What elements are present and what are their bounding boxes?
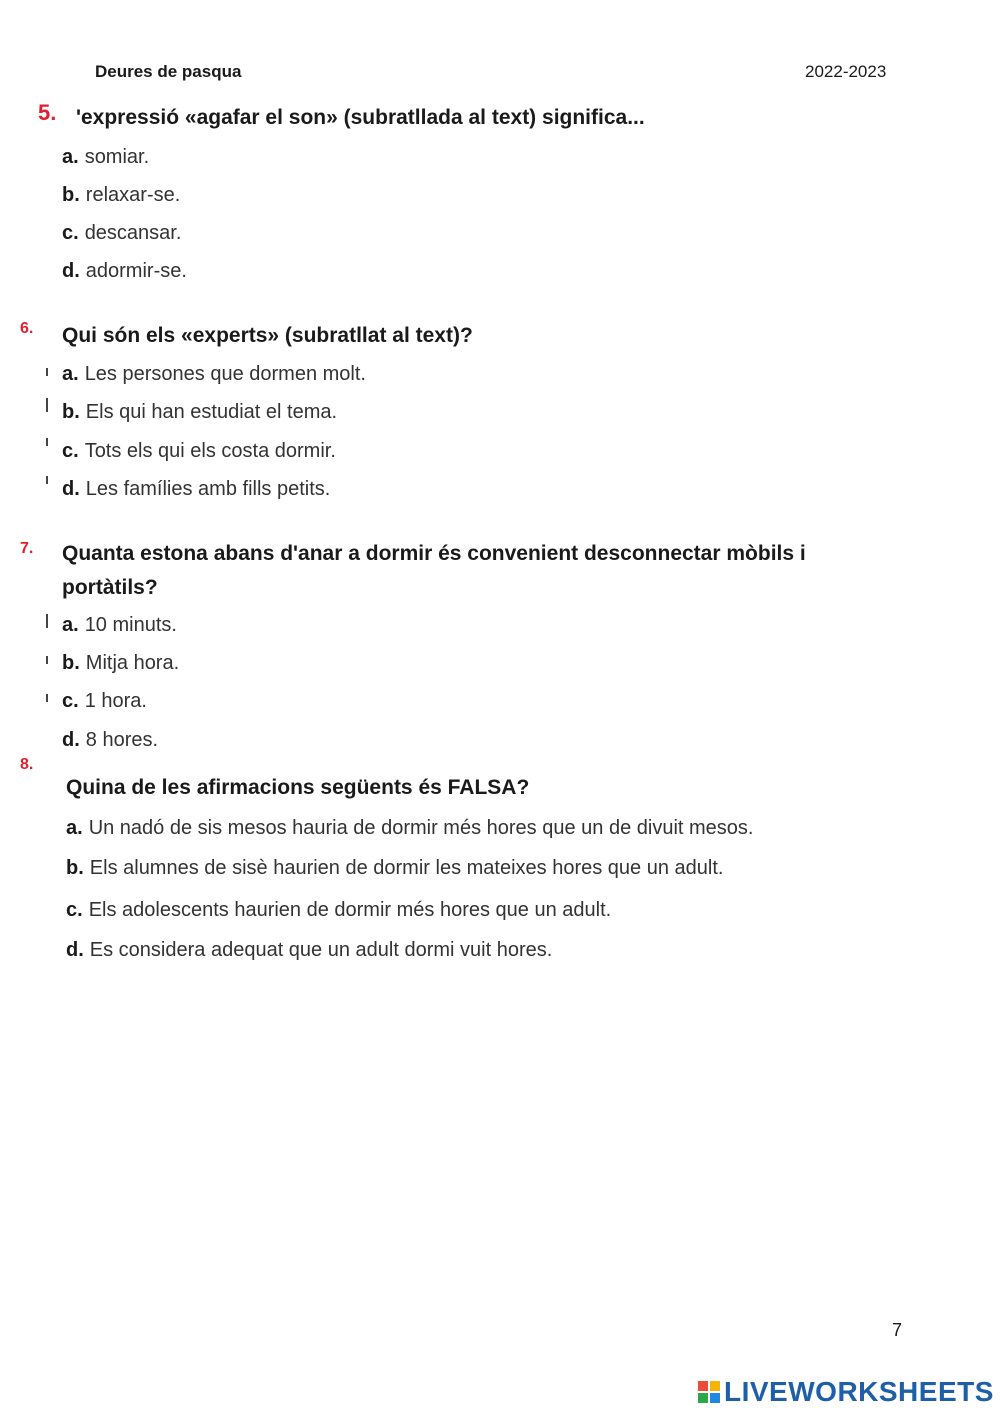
- option-text: Les persones que dormen molt.: [84, 363, 366, 385]
- option[interactable]: [62, 729, 158, 752]
- option-text: 1 hora.: [84, 690, 147, 712]
- option-text: Mitja hora.: [85, 652, 180, 674]
- option-text: 10 minuts.: [84, 614, 177, 636]
- divider: [46, 694, 48, 702]
- option-text: Les famílies amb fills petits.: [85, 478, 331, 500]
- question-text: 'expressió «agafar el son» (subratllada al text) significa...: [76, 106, 645, 129]
- option-text: Els alumnes de sisè haurien de dormir les mateixes hores que un adult.: [89, 857, 724, 879]
- option[interactable]: [62, 652, 179, 675]
- header-year: 2022-2023: [805, 62, 887, 81]
- option-text: relaxar-se.: [85, 184, 181, 206]
- option[interactable]: [62, 222, 181, 245]
- option[interactable]: [62, 440, 336, 463]
- option[interactable]: [66, 899, 611, 922]
- option[interactable]: [62, 614, 177, 637]
- question-number: 6.: [20, 320, 34, 337]
- option-letter: c.: [66, 899, 83, 921]
- option[interactable]: [62, 363, 366, 386]
- header-title: Deures de pasqua: [95, 62, 242, 81]
- option-text: Els qui han estudiat el tema.: [85, 401, 338, 423]
- option-text: adormir-se.: [85, 260, 187, 282]
- option-letter: c.: [62, 690, 79, 712]
- question-text: Quina de les afirmacions següents és FALSA?: [66, 776, 530, 799]
- option[interactable]: [62, 478, 330, 501]
- option-text: somiar.: [84, 146, 150, 168]
- divider: [46, 438, 48, 446]
- option-letter: a.: [62, 146, 79, 168]
- option[interactable]: [66, 939, 552, 962]
- divider: [46, 656, 48, 664]
- option-letter: d.: [62, 729, 80, 751]
- option-text: Es considera adequat que un adult dormi vuit hores.: [89, 939, 553, 961]
- question-text: Qui són els «experts» (subratllat al text)?: [62, 324, 473, 347]
- divider: [46, 368, 48, 376]
- option[interactable]: [66, 857, 723, 880]
- option[interactable]: [62, 401, 337, 424]
- liveworksheets-brand[interactable]: [698, 1376, 994, 1408]
- option[interactable]: [62, 184, 180, 207]
- option-letter: b.: [66, 857, 84, 879]
- question-text-line1: Quanta estona abans d'anar a dormir és convenient desconnectar mòbils i: [62, 542, 806, 565]
- question-text-line2: portàtils?: [62, 576, 158, 599]
- option-letter: b.: [62, 652, 80, 674]
- option[interactable]: [66, 817, 753, 840]
- option-letter: a.: [66, 817, 83, 839]
- option-letter: b.: [62, 401, 80, 423]
- divider: [46, 398, 48, 412]
- question-number: 5.: [38, 100, 57, 125]
- question-number: 7.: [20, 540, 34, 557]
- option-letter: a.: [62, 614, 79, 636]
- option-text: Un nadó de sis mesos hauria de dormir més hores que un de divuit mesos.: [88, 817, 754, 839]
- option-letter: c.: [62, 222, 79, 244]
- option-text: Tots els qui els costa dormir.: [84, 440, 336, 462]
- option-letter: d.: [66, 939, 84, 961]
- option-text: 8 hores.: [85, 729, 159, 751]
- option-letter: d.: [62, 260, 80, 282]
- divider: [46, 476, 48, 484]
- question-number: 8.: [20, 756, 34, 773]
- option[interactable]: [62, 146, 149, 169]
- option[interactable]: [62, 690, 147, 713]
- option[interactable]: [62, 260, 187, 283]
- option-text: Els adolescents haurien de dormir més hores que un adult.: [88, 899, 612, 921]
- option-letter: c.: [62, 440, 79, 462]
- option-letter: b.: [62, 184, 80, 206]
- option-letter: d.: [62, 478, 80, 500]
- option-text: descansar.: [84, 222, 182, 244]
- option-letter: a.: [62, 363, 79, 385]
- page-number: 7: [892, 1320, 903, 1340]
- divider: [46, 614, 48, 628]
- brand-text: LIVEWORKSHEETS: [724, 1376, 994, 1407]
- liveworksheets-logo-icon: [698, 1381, 720, 1403]
